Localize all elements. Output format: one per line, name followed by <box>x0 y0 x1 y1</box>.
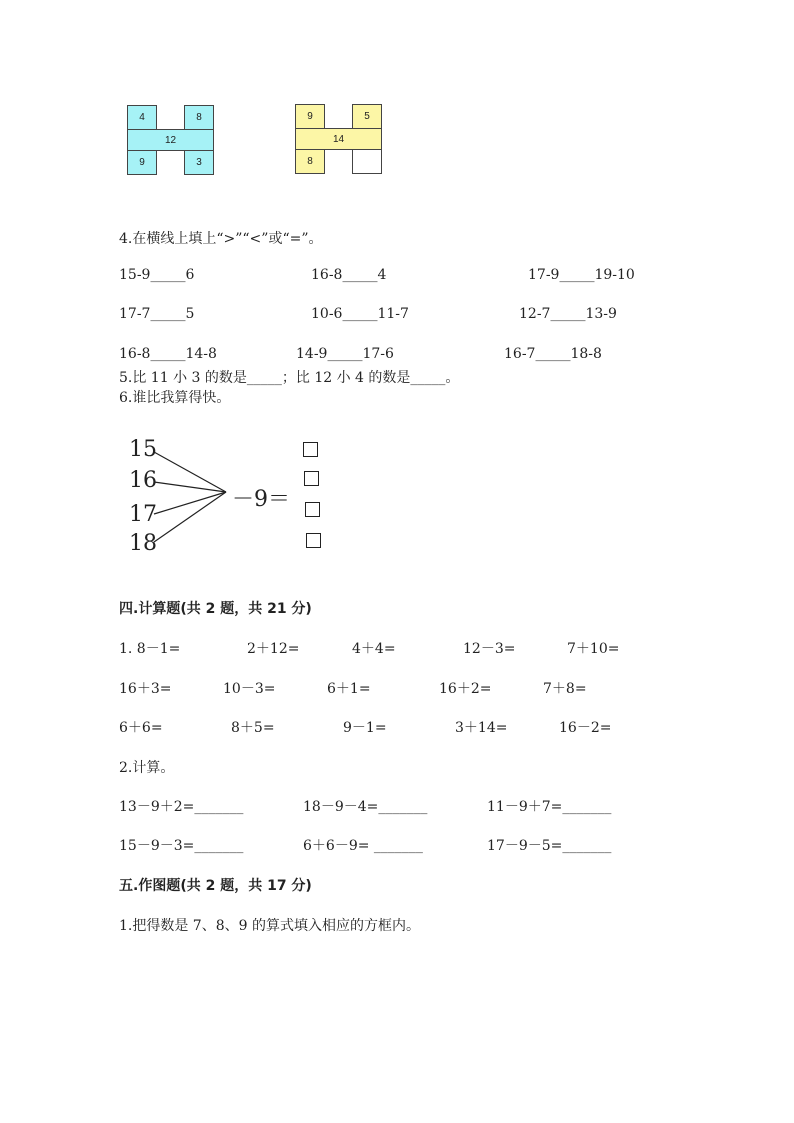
s4-q2-r2-c1: 15－9－3=_______ <box>119 838 244 854</box>
q6-number-18: 18 <box>129 531 157 556</box>
s4-q1-r3-c4: 3＋14= <box>455 720 508 736</box>
q4-r3-c1: 16-8_____14-8 <box>119 346 217 362</box>
s4-q1-r2-c2: 10－3= <box>223 681 276 697</box>
q4-r3-c2: 14-9_____17-6 <box>296 346 394 362</box>
answer-box-2[interactable] <box>304 471 319 486</box>
section5-title: 五.作图题(共 2 题，共 17 分) <box>119 878 312 894</box>
h2-bottom-right <box>352 149 382 174</box>
answer-box-3[interactable] <box>305 502 320 517</box>
h1-middle: 12 <box>127 129 214 151</box>
h2-top-left: 9 <box>295 104 325 129</box>
q4-r1-c2: 16-8_____4 <box>311 267 387 283</box>
s4-q1-r1-c1: 1. 8－1= <box>119 641 181 657</box>
section4-title: 四.计算题(共 2 题，共 21 分) <box>119 601 312 617</box>
q6-number-17: 17 <box>129 502 157 527</box>
h1-bottom-right: 3 <box>184 150 214 175</box>
q4-r2-c3: 12-7_____13-9 <box>519 306 617 322</box>
s4-q1-r1-c5: 7＋10= <box>567 641 620 657</box>
q6-number-16: 16 <box>129 468 157 493</box>
s4-q2-r1-c1: 13－9＋2=_______ <box>119 799 244 815</box>
s4-q1-r1-c3: 4＋4= <box>352 641 396 657</box>
s4-q1-r3-c2: 8＋5= <box>231 720 275 736</box>
h1-top-left: 4 <box>127 105 157 130</box>
h2-bottom-left: 8 <box>295 149 325 174</box>
s4-q2-r1-c2: 18－9－4=_______ <box>303 799 428 815</box>
s4-q2-r2-c2: 6＋6－9= _______ <box>303 838 423 854</box>
s4-q1-r2-c5: 7＋8= <box>543 681 587 697</box>
q6-number-15: 15 <box>129 437 157 462</box>
answer-box-4[interactable] <box>306 533 321 548</box>
s4-q1-r2-c3: 6＋1= <box>327 681 371 697</box>
q4-r1-c3: 17-9_____19-10 <box>528 267 635 283</box>
q4-r2-c1: 17-7_____5 <box>119 306 195 322</box>
s4-q1-r3-c5: 16－2= <box>559 720 612 736</box>
s4-q1-r3-c3: 9－1= <box>343 720 387 736</box>
s4-q1-r3-c1: 6＋6= <box>119 720 163 736</box>
s4-q2-title: 2.计算。 <box>119 760 175 776</box>
h1-bottom-left: 9 <box>127 150 157 175</box>
s5-q1: 1.把得数是 7、8、9 的算式填入相应的方框内。 <box>119 918 420 934</box>
q4-r1-c1: 15-9_____6 <box>119 267 195 283</box>
h2-middle: 14 <box>295 128 382 150</box>
q5-text: 5.比 11 小 3 的数是_____；比 12 小 4 的数是_____。 <box>119 370 460 386</box>
q6-operation: －9＝ <box>232 487 290 512</box>
s4-q1-r1-c2: 2＋12= <box>247 641 300 657</box>
answer-box-1[interactable] <box>303 442 318 457</box>
h1-top-right: 8 <box>184 105 214 130</box>
q6-title: 6.谁比我算得快。 <box>119 390 231 406</box>
q4-r2-c2: 10-6_____11-7 <box>311 306 409 322</box>
q4-r3-c3: 16-7_____18-8 <box>504 346 602 362</box>
s4-q1-r1-c4: 12－3= <box>463 641 516 657</box>
s4-q1-r2-c1: 16＋3= <box>119 681 172 697</box>
s4-q1-r2-c4: 16＋2= <box>439 681 492 697</box>
s4-q2-r2-c3: 17－9－5=_______ <box>487 838 612 854</box>
q4-title: 4.在横线上填上“>”“<”或“=”。 <box>119 231 323 247</box>
s4-q2-r1-c3: 11－9＋7=_______ <box>487 799 612 815</box>
h2-top-right: 5 <box>352 104 382 129</box>
